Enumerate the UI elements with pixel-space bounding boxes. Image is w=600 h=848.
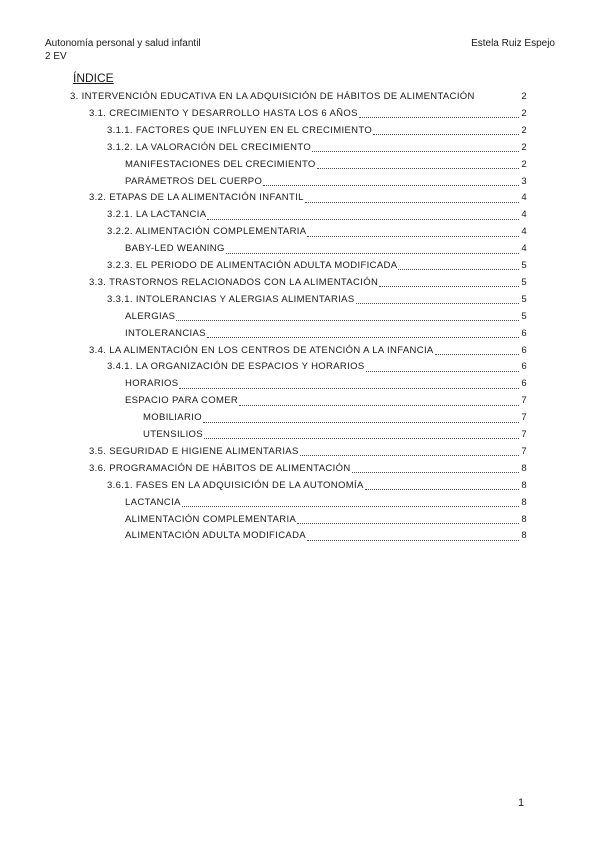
dot-leader [204, 437, 519, 439]
toc-entry-text: UTENSILIOS [143, 429, 203, 440]
toc-entry[interactable] [107, 478, 527, 495]
toc-entry-text: ALERGIAS [125, 310, 176, 322]
header-course-title: Autonomía personal y salud infantil [45, 38, 201, 49]
dot-leader [239, 404, 519, 406]
toc-entry-text: HORARIOS [125, 378, 179, 390]
toc-entry-page: 4 [521, 209, 527, 221]
toc-entry-text: 3.6.1. FASES EN LA ADQUISICIÓN DE LA AUTONOMÍA [107, 479, 364, 491]
toc-entry[interactable] [125, 174, 527, 191]
toc-entry-page: 2 [521, 158, 527, 170]
toc-entry[interactable] [89, 106, 527, 123]
toc-entry-page: 6 [521, 361, 527, 373]
toc-entry[interactable] [125, 309, 527, 326]
toc-entry[interactable] [125, 393, 527, 410]
toc-entry-text: LACTANCIA [125, 496, 181, 508]
toc-entry-text: ALIMENTACIÓN COMPLEMENTARIA [125, 513, 297, 525]
toc-entry-text: 3.4. LA ALIMENTACIÓN EN LOS CENTROS DE ATENCIÓN A LA INFANCIA [89, 344, 434, 356]
toc-title: ÍNDICE [73, 71, 114, 85]
dot-leader [182, 505, 520, 507]
dot-leader [207, 336, 519, 338]
toc-entry[interactable] [107, 207, 527, 224]
dot-leader [179, 387, 519, 389]
toc-entry[interactable] [125, 512, 527, 529]
toc-entry[interactable] [125, 157, 527, 174]
toc-entry-text: MANIFESTACIONES DEL CRECIMIENTO [125, 158, 316, 170]
dot-leader [359, 116, 520, 118]
toc-entry-text: MOBILIARIO [143, 412, 202, 424]
toc-entry-text: PARÁMETROS DEL CUERPO [125, 175, 263, 187]
dot-leader [317, 167, 520, 169]
dot-leader [297, 522, 519, 524]
toc-entry[interactable] [89, 461, 527, 478]
dot-leader [203, 421, 519, 423]
toc-entry-page: 3 [521, 175, 527, 187]
header-evaluation: 2 EV [45, 51, 67, 62]
header-author: Estela Ruiz Espejo [471, 38, 555, 49]
toc-entry-text: 3. INTERVENCIÓN EDUCATIVA EN LA ADQUISICIÓN DE HÁBITOS DE ALIMENTACIÓN [70, 91, 475, 102]
dot-leader [307, 235, 519, 237]
toc-entry-text: ESPACIO PARA COMER [125, 395, 239, 407]
toc-entry-page: 2 [521, 141, 527, 153]
toc-entry-page: 2 [521, 107, 527, 119]
toc-entry-page: 6 [521, 344, 527, 356]
toc-entry-text: 3.5. SEGURIDAD E HIGIENE ALIMENTARIAS [89, 445, 299, 457]
toc-entry-page: 5 [521, 293, 527, 305]
toc-entry-page: 5 [521, 276, 527, 288]
toc-entry[interactable] [107, 359, 527, 376]
toc-entry[interactable] [89, 190, 527, 207]
toc-entry[interactable] [107, 292, 527, 309]
dot-leader [226, 252, 520, 254]
toc-entry-page: 7 [521, 429, 527, 440]
toc-entry-text: 3.2. ETAPAS DE LA ALIMENTACIÓN INFANTIL [89, 192, 304, 204]
toc-entry-page: 8 [521, 479, 527, 491]
dot-leader [307, 539, 519, 541]
toc-entry-text: BABY-LED WEANING [125, 243, 225, 255]
toc-entry-page: 8 [521, 462, 527, 474]
dot-leader [356, 302, 520, 304]
toc-entry-page: 7 [521, 395, 527, 407]
toc-entry[interactable] [125, 376, 527, 393]
toc-entry-text: 3.3. TRASTORNOS RELACIONADOS CON LA ALIMENTACIÓN [89, 276, 379, 288]
toc-entry[interactable] [125, 326, 527, 343]
toc-entry-text: 3.1. CRECIMIENTO Y DESARROLLO HASTA LOS 6 AÑOS [89, 107, 358, 119]
dot-leader [207, 218, 519, 220]
toc-entry-page: 5 [521, 260, 527, 271]
toc-entry[interactable] [143, 427, 527, 444]
toc-entry-page: 8 [521, 530, 527, 542]
toc-entry-page: 2 [521, 91, 527, 102]
dot-leader [176, 319, 519, 321]
toc-entry-text: 3.2.1. LA LACTANCIA [107, 209, 207, 221]
dot-leader [312, 150, 519, 152]
toc-entry-page: 6 [521, 327, 527, 339]
dot-leader [398, 268, 519, 270]
toc-entry-text: 3.2.3. EL PERIODO DE ALIMENTACIÓN ADULTA MODIFICADA [107, 260, 398, 271]
toc-entry[interactable] [107, 123, 527, 140]
toc-entry-text: 3.4.1. LA ORGANIZACIÓN DE ESPACIOS Y HORARIOS [107, 361, 365, 373]
toc-entry[interactable] [70, 89, 527, 106]
toc-entry-page: 5 [521, 310, 527, 322]
toc-entry[interactable] [125, 528, 527, 545]
dot-leader [379, 285, 519, 287]
toc-entry-page: 4 [521, 226, 527, 238]
toc-entry[interactable] [89, 275, 527, 292]
toc-entry[interactable] [107, 140, 527, 157]
toc-entry-page: 4 [521, 192, 527, 204]
toc-entry-page: 7 [521, 445, 527, 457]
toc-entry-page: 2 [521, 124, 527, 136]
toc-entry-text: 3.6. PROGRAMACIÓN DE HÁBITOS DE ALIMENTACIÓN [89, 462, 351, 474]
toc-entry-text: 3.1.1. FACTORES QUE INFLUYEN EN EL CRECIMIENTO [107, 124, 373, 136]
page-number: 1 [518, 797, 525, 809]
toc-entry-page: 7 [521, 412, 527, 424]
dot-leader [365, 488, 520, 490]
dot-leader [305, 201, 520, 203]
toc-entry[interactable] [125, 241, 527, 258]
toc-entry[interactable] [89, 444, 527, 461]
dot-leader [263, 184, 519, 186]
toc-entry[interactable] [143, 410, 527, 427]
toc-entry-text: INTOLERANCIAS [125, 327, 206, 339]
toc-entry-text: 3.3.1. INTOLERANCIAS Y ALERGIAS ALIMENTARIAS [107, 293, 355, 305]
dot-leader [300, 454, 520, 456]
toc-entry[interactable] [107, 258, 527, 275]
dot-leader [352, 471, 520, 473]
toc-entry[interactable] [89, 343, 527, 360]
toc-entry-text: 3.1.2. LA VALORACIÓN DEL CRECIMIENTO [107, 141, 312, 153]
toc-entry-page: 8 [521, 496, 527, 508]
toc-entry-page: 6 [521, 378, 527, 390]
toc-entry[interactable] [125, 495, 527, 512]
dot-leader [373, 133, 519, 135]
toc-entry-page: 8 [521, 513, 527, 525]
toc-entry-text: 3.2.2. ALIMENTACIÓN COMPLEMENTARIA [107, 226, 307, 238]
toc-entry[interactable] [107, 224, 527, 241]
dot-leader [366, 370, 520, 372]
dot-leader [435, 353, 520, 355]
toc-entry-page: 4 [521, 243, 527, 255]
toc-entry-text: ALIMENTACIÓN ADULTA MODIFICADA [125, 530, 306, 542]
